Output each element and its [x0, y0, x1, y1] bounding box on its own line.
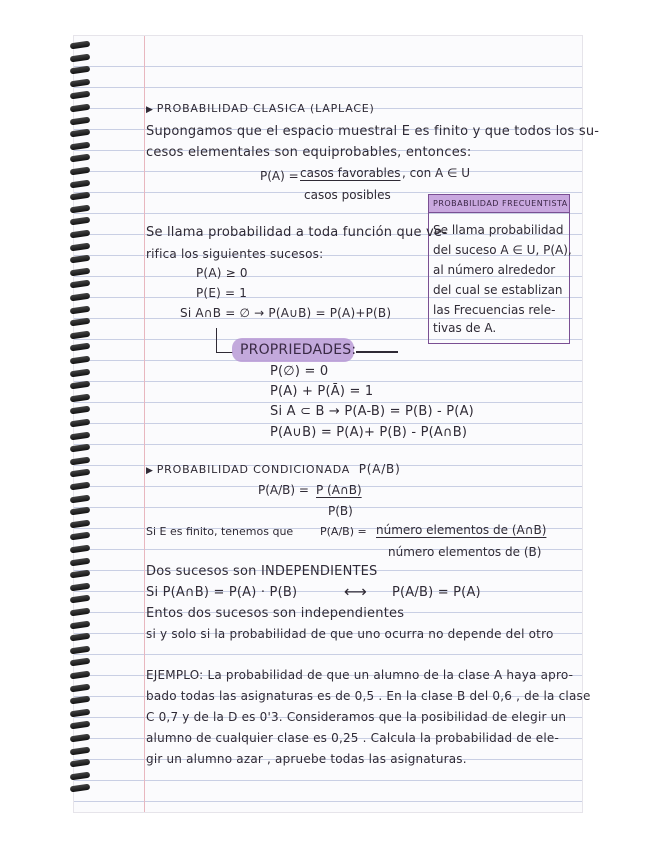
independientes-line-1: Dos sucesos son INDEPENDIENTES — [146, 564, 378, 579]
axiomas-line-1: Se llama probabilidad a toda función que ve- — [146, 225, 447, 240]
spiral-ring — [70, 456, 91, 465]
spiral-ring — [70, 708, 91, 717]
spiral-ring — [70, 746, 91, 755]
condicionada-finite-denominator: número elementos de (B) — [388, 545, 542, 559]
spiral-ring — [70, 469, 91, 478]
axiom-1: P(A) ≥ 0 — [196, 266, 248, 280]
condicionada-finite-numerator: número elementos de (A∩B) — [376, 523, 547, 537]
spiral-ring — [70, 91, 91, 100]
spiral-ring — [70, 305, 91, 314]
condicionada-finite-lhs: P(A/B) = — [320, 525, 367, 538]
spiral-ring — [70, 78, 91, 87]
spiral-ring — [70, 444, 91, 453]
spiral-ring — [70, 204, 91, 213]
laplace-heading: ▶ PROBABILIDAD CLASICA (LAPLACE) — [146, 102, 375, 115]
axiomas-line-2: rifica los siguientes sucesos: — [146, 247, 324, 261]
spiral-ring — [70, 53, 91, 62]
frecuentista-line: del suceso A ∈ U, P(A), — [433, 243, 572, 257]
triangle-bullet-icon: ▶ — [146, 466, 154, 476]
spiral-ring — [70, 154, 91, 163]
property-1: P(∅) = 0 — [270, 364, 329, 379]
spiral-ring — [70, 230, 91, 239]
spiral-ring — [70, 683, 91, 692]
notebook-page — [74, 36, 600, 812]
spiral-ring — [70, 116, 91, 125]
spiral-ring — [70, 784, 91, 793]
spiral-ring — [70, 721, 91, 730]
axiom-2: P(E) = 1 — [196, 286, 248, 300]
independientes-condition: Si P(A∩B) = P(A) · P(B) — [146, 585, 298, 600]
spiral-ring — [70, 545, 91, 554]
spiral-ring — [70, 507, 91, 516]
ejemplo-line: C 0,7 y de la D es 0'3. Consideramos que la posibilidad de elegir un — [146, 710, 567, 724]
spiral-ring — [70, 734, 91, 743]
spiral-ring — [70, 41, 91, 50]
spiral-ring — [70, 330, 91, 339]
spiral-ring — [70, 393, 91, 402]
spiral-ring — [70, 267, 91, 276]
condicionada-finite-text: Si E es finito, tenemos que — [146, 525, 294, 538]
spiral-ring — [70, 217, 91, 226]
spiral-ring — [70, 381, 91, 390]
spiral-ring — [70, 406, 91, 415]
spiral-binding — [70, 42, 92, 802]
spiral-ring — [70, 771, 91, 780]
independientes-result: P(A/B) = P(A) — [392, 585, 481, 600]
spiral-ring — [70, 557, 91, 566]
frecuentista-line: tivas de A. — [433, 321, 497, 335]
spiral-ring — [70, 532, 91, 541]
propiedades-title: PROPRIEDADES: — [240, 342, 357, 358]
spiral-ring — [70, 167, 91, 176]
spiral-ring — [70, 129, 91, 138]
spiral-ring — [70, 280, 91, 289]
spiral-ring — [70, 633, 91, 642]
laplace-formula-denominator: casos posibles — [304, 188, 391, 202]
propiedades-bracket — [216, 328, 233, 353]
property-4: P(A∪B) = P(A)+ P(B) - P(A∩B) — [270, 425, 468, 440]
spiral-ring — [70, 608, 91, 617]
spiral-ring — [70, 759, 91, 768]
spiral-ring — [70, 431, 91, 440]
frecuentista-line: Se llama probabilidad — [433, 223, 564, 237]
spiral-ring — [70, 595, 91, 604]
spiral-ring — [70, 192, 91, 201]
triangle-bullet-icon: ▶ — [146, 105, 154, 115]
frecuentista-line: las Frecuencias rele- — [433, 303, 556, 317]
axiom-3: Si A∩B = ∅ → P(A∪B) = P(A)+P(B) — [180, 306, 392, 320]
laplace-formula-condition: , con A ∈ U — [402, 166, 471, 180]
spiral-ring — [70, 66, 91, 75]
spiral-ring — [70, 645, 91, 654]
spiral-ring — [70, 519, 91, 528]
property-3: Si A ⊂ B → P(A-B) = P(B) - P(A) — [270, 404, 474, 419]
propiedades-underline — [356, 351, 398, 353]
laplace-formula-numerator: casos favorables — [300, 166, 401, 180]
condicionada-heading: ▶ PROBABILIDAD CONDICIONADA P(A/B) — [146, 462, 401, 476]
spiral-ring — [70, 343, 91, 352]
frecuentista-line: al número alrededor — [433, 263, 556, 277]
independientes-line-4: si y solo si la probabilidad de que uno ocurra no depende del otro — [146, 627, 554, 641]
spiral-ring — [70, 582, 91, 591]
property-2: P(A) + P(Ā) = 1 — [270, 384, 374, 399]
spiral-ring — [70, 141, 91, 150]
spiral-ring — [70, 570, 91, 579]
frecuentista-box — [428, 194, 570, 344]
laplace-formula-lhs: P(A) = — [260, 169, 299, 183]
spiral-ring — [70, 293, 91, 302]
ejemplo-line: alumno de cualquier clase es 0,25 . Calcula la probabilidad de ele- — [146, 731, 560, 745]
ejemplo-line: bado todas las asignaturas es de 0,5 . En la clase B del 0,6 , de la clase — [146, 689, 591, 703]
condicionada-formula-denominator: P(B) — [328, 504, 353, 518]
ejemplo-line: EJEMPLO: La probabilidad de que un alumno de la clase A haya apro- — [146, 668, 574, 682]
spiral-ring — [70, 255, 91, 264]
independientes-line-3: Entos dos sucesos son independientes — [146, 606, 405, 621]
frecuentista-box-title: PROBABILIDAD FRECUENTISTA — [429, 195, 569, 213]
spiral-ring — [70, 696, 91, 705]
laplace-line-2: cesos elementales son equiprobables, entonces: — [146, 145, 472, 160]
spiral-ring — [70, 658, 91, 667]
frecuentista-line: del cual se establizan — [433, 283, 563, 297]
spiral-ring — [70, 482, 91, 491]
spiral-ring — [70, 494, 91, 503]
spiral-ring — [70, 104, 91, 113]
spiral-ring — [70, 318, 91, 327]
condicionada-formula-lhs: P(A/B) = — [258, 483, 309, 497]
spiral-ring — [70, 620, 91, 629]
margin-line — [144, 36, 145, 812]
spiral-ring — [70, 419, 91, 428]
spiral-ring — [70, 671, 91, 680]
spiral-ring — [70, 179, 91, 188]
laplace-line-1: Supongamos que el espacio muestral E es finito y que todos los su- — [146, 124, 600, 139]
condicionada-formula-numerator: P (A∩B) — [316, 483, 362, 497]
equivalence-arrow-icon: ⟷ — [344, 582, 367, 601]
spiral-ring — [70, 368, 91, 377]
ejemplo-line: gir un alumno azar , apruebe todas las asignaturas. — [146, 752, 467, 766]
spiral-ring — [70, 356, 91, 365]
spiral-ring — [70, 242, 91, 251]
